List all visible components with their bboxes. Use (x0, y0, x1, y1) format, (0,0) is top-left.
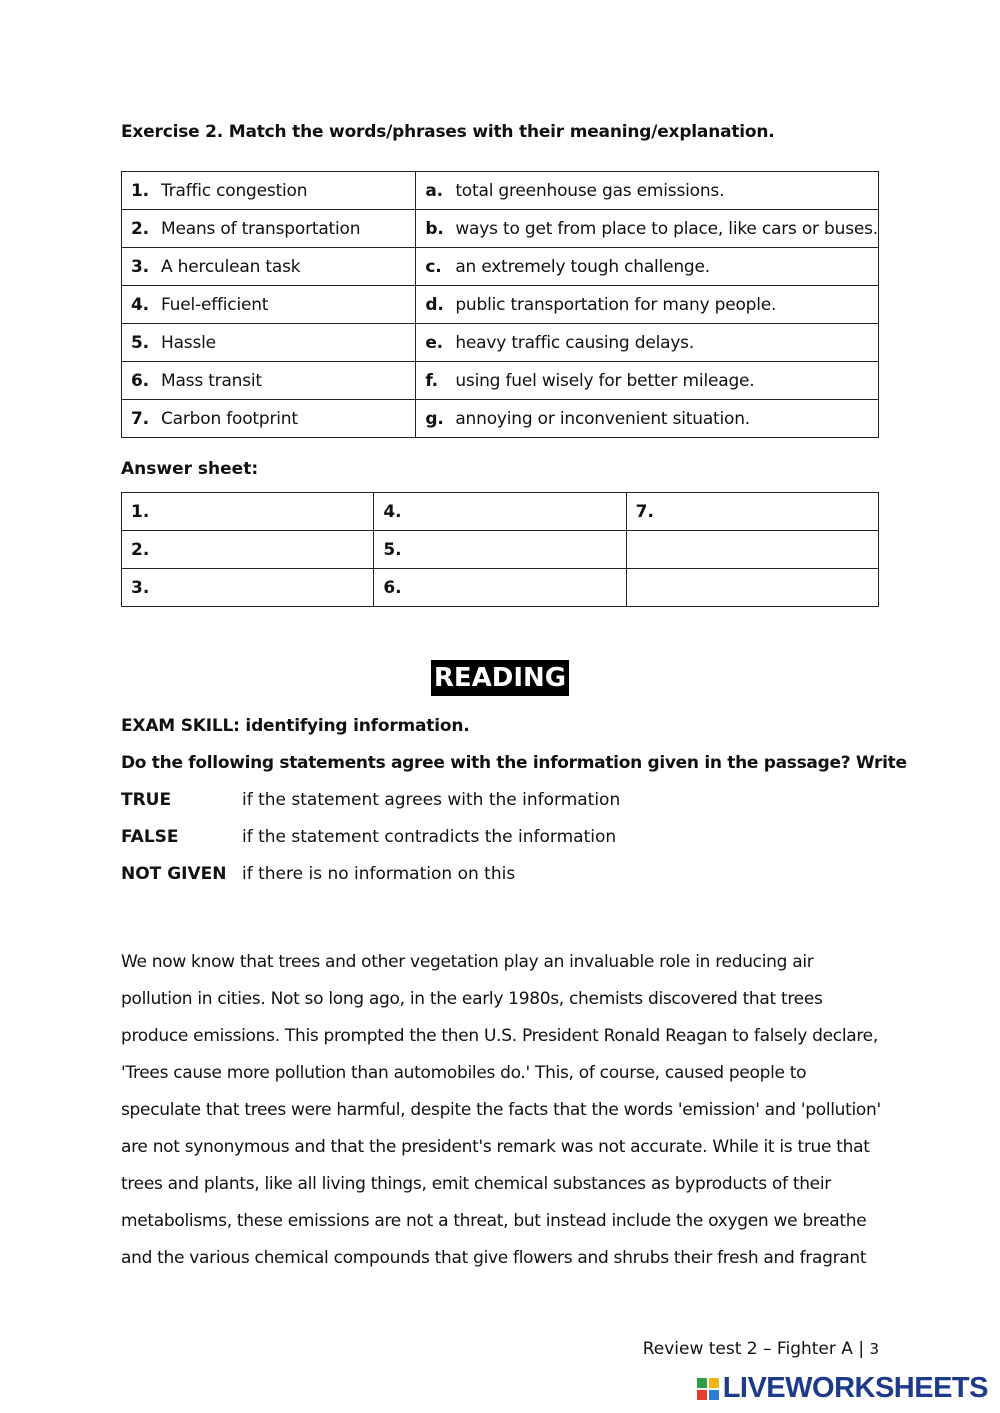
answer-cell (626, 531, 878, 569)
passage-line: produce emissions. This prompted the then U.S. President Ronald Reagan to falsely declare, (121, 1026, 878, 1046)
table-row (122, 531, 879, 569)
logo-square (709, 1378, 719, 1388)
item-word: A herculean task (161, 256, 301, 277)
logo-square (709, 1390, 719, 1400)
item-word: Fuel-efficient (161, 294, 269, 315)
meaning-text: heavy traffic causing delays. (455, 332, 695, 353)
answer-cell (626, 569, 878, 607)
meaning-letter: g. (425, 408, 444, 429)
answer-cell[interactable]: 5. (374, 531, 626, 569)
item-number: 1. (131, 180, 149, 201)
table-row (122, 248, 879, 286)
item-number: 4. (131, 294, 149, 315)
matching-table (121, 171, 879, 438)
legend-not-given (121, 864, 515, 884)
item-number: 2. (131, 218, 149, 239)
table-row (122, 400, 879, 438)
answer-sheet-table (121, 492, 879, 607)
passage-line: are not synonymous and that the president's remark was not accurate. While it is true that (121, 1137, 870, 1157)
item-number: 7. (131, 408, 149, 429)
answer-sheet-label: Answer sheet: (121, 459, 259, 479)
logo-square (697, 1390, 707, 1400)
table-row (122, 493, 879, 531)
item-number: 3. (131, 256, 149, 277)
table-row (122, 362, 879, 400)
item-number: 6. (131, 370, 149, 391)
legend-key: TRUE (121, 790, 172, 810)
meaning-text: ways to get from place to place, like cars or buses. (455, 218, 878, 239)
item-word: Means of transportation (161, 218, 361, 239)
legend-desc: if the statement agrees with the information (242, 790, 621, 810)
passage-line: speculate that trees were harmful, despite the facts that the words 'emission' and 'pollution' (121, 1100, 881, 1120)
meaning-letter: e. (425, 332, 443, 353)
passage-line: trees and plants, like all living things, emit chemical substances as byproducts of their (121, 1174, 831, 1194)
legend-key: NOT GIVEN (121, 864, 227, 884)
item-word: Hassle (161, 332, 216, 353)
footer-text: Review test 2 – Fighter A | (642, 1339, 870, 1359)
answer-cell[interactable]: 7. (626, 493, 878, 531)
instruction-text: Do the following statements agree with the information given in the passage? Write (121, 753, 907, 773)
page-footer (643, 1339, 879, 1359)
legend-desc: if there is no information on this (242, 864, 516, 884)
answer-cell[interactable]: 1. (122, 493, 374, 531)
table-row (122, 569, 879, 607)
answer-cell[interactable]: 6. (374, 569, 626, 607)
meaning-text: an extremely tough challenge. (455, 256, 710, 277)
meaning-text: total greenhouse gas emissions. (455, 180, 725, 201)
meaning-letter: c. (425, 256, 442, 277)
page-number: 3 (869, 1340, 879, 1358)
table-row (122, 324, 879, 362)
meaning-letter: a. (425, 180, 443, 201)
meaning-text: annoying or inconvenient situation. (455, 408, 751, 429)
table-row (122, 286, 879, 324)
logo-grid-icon (697, 1378, 719, 1400)
reading-passage (121, 944, 881, 1277)
exam-skill: EXAM SKILL: identifying information. (121, 716, 470, 736)
logo-square (697, 1378, 707, 1388)
exercise-heading: Exercise 2. Match the words/phrases with their meaning/explanation. (121, 122, 775, 142)
legend-false (121, 827, 616, 847)
meaning-letter: d. (425, 294, 444, 315)
meaning-text: using fuel wisely for better mileage. (455, 370, 755, 391)
item-word: Carbon footprint (161, 408, 298, 429)
item-number: 5. (131, 332, 149, 353)
passage-line: metabolisms, these emissions are not a threat, but instead include the oxygen we breathe (121, 1211, 867, 1231)
answer-cell[interactable]: 4. (374, 493, 626, 531)
passage-line: pollution in cities. Not so long ago, in the early 1980s, chemists discovered that trees (121, 989, 823, 1009)
legend-desc: if the statement contradicts the information (242, 827, 617, 847)
item-word: Mass transit (161, 370, 262, 391)
legend-key: FALSE (121, 827, 179, 847)
passage-line: 'Trees cause more pollution than automobiles do.' This, of course, caused people to (121, 1063, 807, 1083)
meaning-letter: f. (425, 370, 438, 391)
meaning-text: public transportation for many people. (455, 294, 777, 315)
reading-title: READING (431, 660, 569, 696)
table-row (122, 172, 879, 210)
liveworksheets-logo[interactable] (697, 1372, 988, 1405)
answer-cell[interactable]: 2. (122, 531, 374, 569)
logo-text: LIVEWORKSHEETS (722, 1372, 988, 1404)
legend-true (121, 790, 620, 810)
item-word: Traffic congestion (161, 180, 308, 201)
table-row (122, 210, 879, 248)
meaning-letter: b. (425, 218, 444, 239)
passage-line: and the various chemical compounds that give flowers and shrubs their fresh and fragrant (121, 1248, 867, 1268)
passage-line: We now know that trees and other vegetation play an invaluable role in reducing air (121, 952, 814, 972)
answer-cell[interactable]: 3. (122, 569, 374, 607)
